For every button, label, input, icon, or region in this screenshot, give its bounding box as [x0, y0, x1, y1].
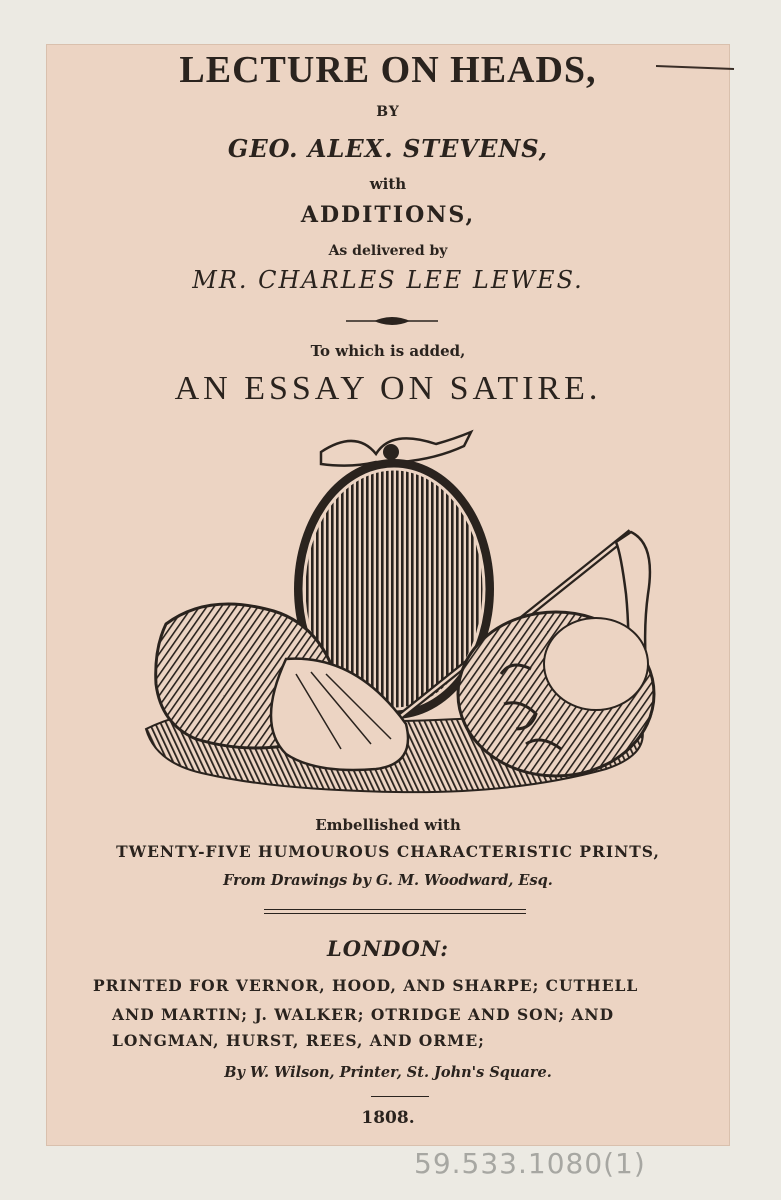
essay-title: AN ESSAY ON SATIRE. — [174, 370, 602, 407]
imprint-line: AND MARTIN; J. WALKER; OTRIDGE AND SON; AND — [112, 1005, 615, 1024]
title-page-sheet — [46, 44, 730, 1146]
imprint-line: PRINTED FOR VERNOR, HOOD, AND SHARPE; CUTHELL — [93, 976, 639, 995]
additions-heading: ADDITIONS, — [300, 202, 476, 228]
imprint-place: LONDON: — [327, 936, 449, 961]
deliverer-name: MR. CHARLES LEE LEWES. — [192, 266, 584, 294]
printer-credit: By W. Wilson, Printer, St. John's Square. — [224, 1064, 552, 1081]
ornament-divider — [346, 314, 438, 328]
to-which-added: To which is added, — [310, 342, 466, 360]
by-label: BY — [376, 104, 400, 120]
double-rule-divider — [264, 909, 526, 914]
book-title: LECTURE ON HEADS, — [179, 49, 597, 91]
as-delivered-label: As delivered by — [328, 243, 448, 259]
publication-year: 1808. — [361, 1108, 415, 1128]
accession-number: 59.533.1080(1) — [414, 1147, 646, 1180]
with-label: with — [369, 175, 407, 193]
embellished-label: Embellished with — [315, 816, 461, 834]
drawings-credit: From Drawings by G. M. Woodward, Esq. — [223, 872, 553, 889]
short-rule-divider — [371, 1096, 429, 1097]
imprint-line: LONGMAN, HURST, REES, AND ORME; — [112, 1031, 485, 1050]
author-name: GEO. ALEX. STEVENS, — [227, 134, 549, 163]
woodcut-illustration — [136, 424, 656, 804]
prints-description: TWENTY-FIVE HUMOUROUS CHARACTERISTIC PRINTS, — [116, 842, 660, 861]
